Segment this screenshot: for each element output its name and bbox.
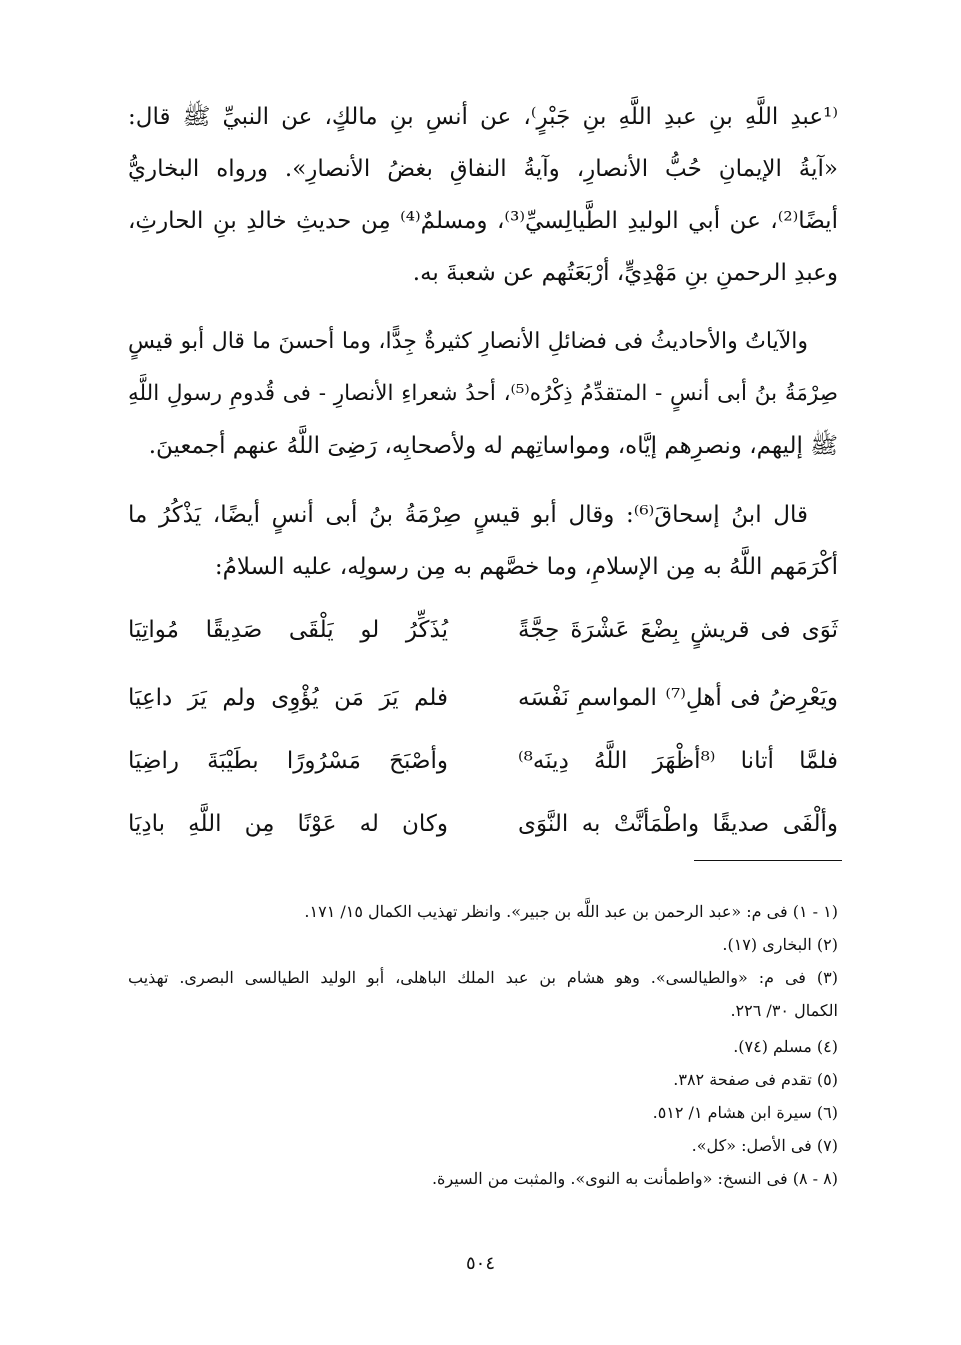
text-line: أكْرَمَهم اللَّهُ به مِن الإسلامِ، وما خصَّهم به مِن رسولِه، عليه السلامُ: — [214, 554, 838, 580]
footnote: (٨ - ٨) فى النسخ: «واطمأنت به النوى». والمثبت من السيرة. — [431, 1169, 838, 1188]
verse-second-hemistich: يُذَكِّرُ لو يَلْقَى صَدِيقًا مُواتِيَا — [128, 617, 448, 643]
verse-first-hemistich: فلمَّا أتانا ⁽⁸أظْهَرَ اللَّهُ دِينَه⁸⁾ — [518, 748, 838, 774]
verse-row — [128, 678, 838, 718]
footnote: (١ - ١) فى م: «عبد الرحمن بن عبد اللَّه بن جبير». وانظر تهذيب الكمال ١٥/ ١٧١. — [304, 902, 838, 921]
verse-second-hemistich: وكان له عَوْنًا مِن اللَّهِ بادِيَا — [128, 811, 448, 837]
footnote: (٦) سيرة ابن هشام ١/ ٥١٢. — [652, 1103, 838, 1122]
text-line: «آيةُ الإيمانِ حُبُّ الأنصارِ، وآيةُ النفاقِ بغضُ الأنصارِ». ورواه البخاريُّ — [128, 156, 838, 182]
verse-row — [128, 610, 838, 650]
footnote: (٢) البخارى (١٧). — [722, 935, 838, 954]
footnote: الكمال ٣٠/ ٢٢٦. — [730, 1001, 838, 1020]
footnote: (٣) فى م: «والطيالسى». وهو هشام بن عبد الملك الباهلى، أبو الوليد الطيالسى البصرى. تهذيب — [128, 968, 838, 987]
footnote: (٥) تقدم فى صفحة ٣٨٢. — [673, 1070, 838, 1089]
text-line: صِرْمَةُ بنُ أبى أنسٍ - المتقدِّمُ ذِكْرُه⁽⁵⁾، أحدُ شعراءِ الأنصارِ - فى قُدومِ رسولِ اللَّهِ — [128, 381, 838, 406]
text-line: ﷺ إليهم، ونصرِهم إيَّاه، ومواساتِهم له ولأصحابِه، رَضِىَ اللَّهُ عنهم أجمعينَ. — [148, 433, 838, 459]
verse-first-hemistich: وألْفَى صديقًا واطْمَأنَّتْ به النَّوَى — [518, 811, 838, 837]
footnote: (٤) مسلم (٧٤). — [733, 1037, 838, 1056]
verse-row — [128, 741, 838, 781]
text-line: ⁽¹عبدِ اللَّهِ بنِ عبدِ اللَّهِ بنِ جَبْرٍ⁾، عن أنسِ بنِ مالكٍ، عن النبيِّ ﷺ قال: — [128, 104, 838, 130]
verse-first-hemistich: ثَوَى فى قريشٍ بِضْعَ عَشْرَةَ حِجَّةً — [518, 617, 838, 643]
text-line: وعبدِ الرحمنِ بنِ مَهْدِيٍّ، أرْبَعَتُهم عن شعبةَ به. — [412, 260, 838, 286]
verse-row — [128, 804, 838, 844]
verse-first-hemistich: ويَعْرِضُ فى أهلِ⁽⁷⁾ المواسمِ نَفْسَه — [518, 685, 838, 711]
verse-second-hemistich: وأصْبَحَ مَسْرُورًا بطَيْبَةَ راضِيَا — [128, 748, 448, 774]
text-line: أيضًا⁽²⁾، عن أبي الوليدِ الطَّيالِسيِّ⁽³⁾، ومسلمٌ⁽⁴⁾ مِن حديثِ خالدِ بنِ الحارثِ، — [128, 208, 838, 234]
page-number: ٥٠٤ — [465, 1253, 495, 1274]
text-line: قال ابنُ إسحاقَ⁽⁶⁾: وقال أبو قيسٍ صِرْمَةُ بنُ أبى أنسٍ أيضًا، يَذْكُرُ ما — [128, 502, 808, 528]
text-line: والآياتُ والأحاديثُ فى فضائلِ الأنصارِ كثيرةٌ جِدًّا، وما أحسنَ ما قال أبو قيسٍ — [128, 329, 808, 354]
footnote-separator — [694, 860, 842, 861]
footnote: (٧) فى الأصل: «كل». — [691, 1136, 838, 1155]
verse-second-hemistich: فلم يَرَ مَن يُؤْوِى ولم يَرَ داعِيَا — [128, 685, 448, 711]
